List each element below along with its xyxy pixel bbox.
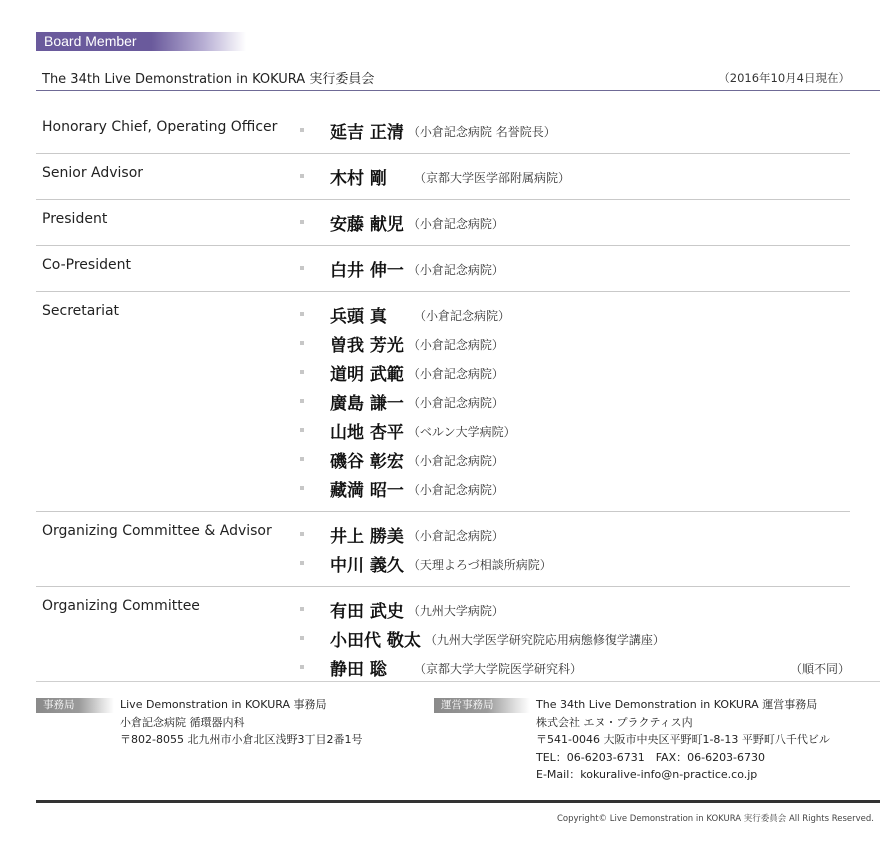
member-entry [300,445,850,474]
role-label: Honorary Chief, Operating Officer [42,119,278,135]
secretariat-line: Live Demonstration in KOKURA 事務局 [120,698,327,711]
bullet-icon [300,457,304,461]
member-entry [300,300,850,329]
title-divider [36,90,880,91]
bullet-icon [300,370,304,374]
member-name: 磯谷 彰宏 [330,452,404,472]
member-affiliation: （天理よろづ相談所病院） [407,558,552,572]
member-name: 安藤 献児 [330,215,404,235]
member-affiliation: （小倉記念病院） [407,217,504,231]
operations-line: 〒541-0046 大阪市中央区平野町1-8-13 平野町八千代ビル [536,733,830,746]
operations-contact [536,696,830,784]
bullet-icon [300,312,304,316]
role-row [36,108,850,154]
bullet-icon [300,561,304,565]
member-entry [300,116,850,145]
member-name: 延吉 正清 [330,123,404,143]
member-affiliation: （九州大学医学研究院応用病態修復学講座） [424,633,665,647]
role-row [36,246,850,292]
member-entry [300,595,850,624]
member-entry [300,387,850,416]
role-row [36,154,850,200]
bullet-icon [300,266,304,270]
member-name: 兵頭 真 [330,307,387,327]
member-entry [300,329,850,358]
member-affiliation: （小倉記念病院） [414,309,511,323]
board-member-tab: Board Member [36,32,246,51]
member-name: 木村 剛 [330,169,387,189]
bullet-icon [300,486,304,490]
footer-divider [36,681,880,682]
member-entry [300,520,850,549]
member-entry [300,416,850,445]
member-entry [300,254,850,283]
secretariat-line: 〒802-8055 北九州市小倉北区浅野3丁目2番1号 [120,733,363,746]
member-affiliation: （小倉記念病院） [407,483,504,497]
member-roster [36,108,850,690]
member-name: 井上 勝美 [330,527,404,547]
member-name: 廣島 謙一 [330,394,404,414]
role-row [36,587,850,690]
bullet-icon [300,220,304,224]
member-affiliation: （九州大学病院） [407,604,504,618]
operations-line: The 34th Live Demonstration in KOKURA 運営事務局 [536,698,818,711]
role-label: Secretariat [42,303,120,319]
member-affiliation: （小倉記念病院） [407,529,504,543]
role-label: President [42,211,108,227]
bullet-icon [300,636,304,640]
role-row [36,200,850,246]
member-name: 山地 杏平 [330,423,404,443]
role-label: Organizing Committee & Advisor [42,523,272,539]
secretariat-contact [120,696,362,749]
bullet-icon [300,607,304,611]
member-name: 道明 武範 [330,365,404,385]
member-affiliation: （小倉記念病院） [407,454,504,468]
role-label: Organizing Committee [42,598,200,614]
member-affiliation: （京都大学大学院医学研究科） [414,662,583,676]
bullet-icon [300,128,304,132]
member-name: 白井 伸一 [330,261,404,281]
member-entry [300,162,850,191]
bullet-icon [300,399,304,403]
secretariat-line: 小倉記念病院 循環器内科 [120,715,245,729]
member-name: 曽我 芳光 [330,336,404,356]
member-entry [300,624,850,653]
bullet-icon [300,174,304,178]
role-row [36,292,850,512]
operations-line: 株式会社 エヌ・プラクティス内 [536,715,693,729]
bullet-icon [300,428,304,432]
committee-title: The 34th Live Demonstration in KOKURA 実行委員会 [42,72,375,87]
member-name: 中川 義久 [330,556,404,576]
member-affiliation: （小倉記念病院） [407,338,504,352]
operations-office-tag: 運営事務局 [434,698,530,713]
order-note: （順不同） [789,662,850,676]
member-affiliation: （小倉記念病院） [407,367,504,381]
member-name: 有田 武史 [330,602,404,622]
member-name: 静田 聡 [330,660,387,680]
bullet-icon [300,532,304,536]
role-label: Senior Advisor [42,165,144,181]
bullet-icon [300,665,304,669]
as-of-date: （2016年10月4日現在） [718,71,850,85]
bottom-divider [36,800,880,803]
member-entry [300,474,850,503]
member-name: 藏満 昭一 [330,481,404,501]
operations-email[interactable]: E-Mail：kokuralive-info@n-practice.co.jp [536,768,758,781]
member-affiliation: （小倉記念病院 名誉院長） [407,125,556,139]
member-entry [300,549,850,578]
member-affiliation: （京都大学医学部附属病院） [414,171,571,185]
member-entry [300,653,850,682]
member-name: 小田代 敬太 [330,631,421,651]
member-affiliation: （ベルン大学病院） [407,425,516,439]
copyright-text: Copyright© Live Demonstration in KOKURA 実行委員会 All Rights Reserved. [557,814,874,824]
member-entry [300,358,850,387]
bullet-icon [300,341,304,345]
member-affiliation: （小倉記念病院） [407,396,504,410]
member-entry [300,208,850,237]
member-affiliation: （小倉記念病院） [407,263,504,277]
role-row [36,512,850,587]
role-label: Co-President [42,257,131,273]
secretariat-tag: 事務局 [36,698,114,713]
operations-line: TEL：06-6203-6731 FAX：06-6203-6730 [536,750,766,764]
